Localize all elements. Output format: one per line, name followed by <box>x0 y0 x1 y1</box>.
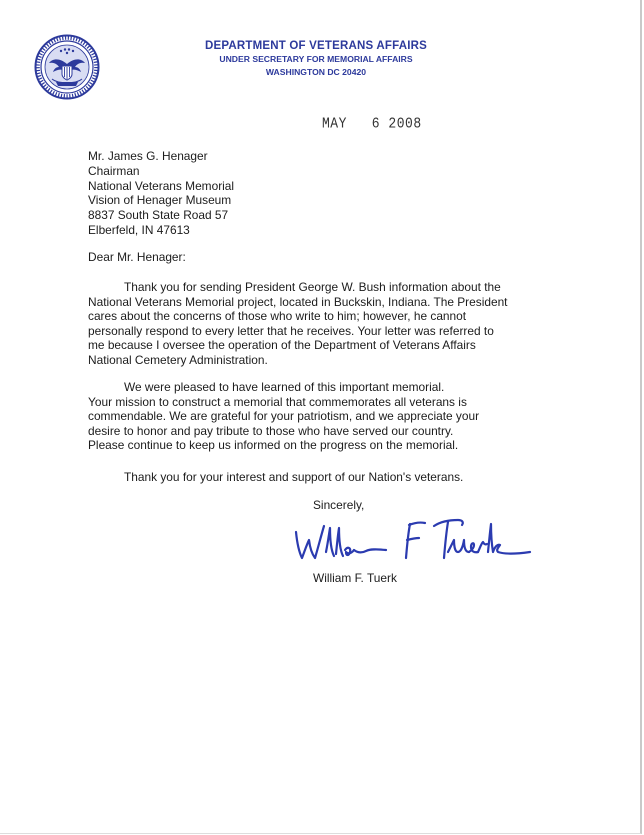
letterhead-department: DEPARTMENT OF VETERANS AFFAIRS <box>205 40 427 52</box>
body-paragraph-3 <box>88 470 558 485</box>
va-seal-icon <box>34 34 100 100</box>
body-line: cares about the concerns of those who write to him; however, he cannot <box>88 309 467 324</box>
signer-name: William F. Tuerk <box>313 571 397 585</box>
recipient-address <box>88 149 234 238</box>
recipient-line: Chairman <box>88 163 140 178</box>
body-paragraph-2 <box>88 380 558 453</box>
body-line: National Veterans Memorial project, located in Buckskin, Indiana. The President <box>88 294 508 309</box>
date-stamp: MAY 6 2008 <box>322 115 422 132</box>
recipient-line: Mr. James G. Henager <box>88 149 208 163</box>
body-line: We were pleased to have learned of this important memorial. <box>124 380 445 394</box>
body-line: Thank you for your interest and support of our Nation's veterans. <box>124 470 464 484</box>
closing: Sincerely, <box>313 498 365 512</box>
body-line: National Cemetery Administration. <box>88 352 268 367</box>
handwritten-signature <box>288 512 536 568</box>
body-line: me because I oversee the operation of the Department of Veterans Affairs <box>88 338 476 353</box>
letterhead-city: WASHINGTON DC 20420 <box>265 67 367 77</box>
body-line: Please continue to keep us informed on the progress on the memorial. <box>88 438 459 453</box>
body-line: desire to honor and pay tribute to those who have served our country. <box>88 423 454 438</box>
body-line: Your mission to construct a memorial that commemorates all veterans is <box>88 394 467 409</box>
letterhead-office: UNDER SECRETARY FOR MEMORIAL AFFAIRS <box>219 54 413 64</box>
letterhead <box>200 40 432 79</box>
recipient-line: Vision of Henager Museum <box>88 193 232 208</box>
salutation: Dear Mr. Henager: <box>88 250 186 264</box>
recipient-line: 8837 South State Road 57 <box>88 208 229 223</box>
recipient-line: National Veterans Memorial <box>88 178 235 193</box>
recipient-line: Elberfeld, IN 47613 <box>88 222 190 237</box>
body-line: commendable. We are grateful for your patriotism, and we appreciate your <box>88 409 480 424</box>
body-line: Thank you for sending President George W. Bush information about the <box>124 280 501 294</box>
body-line: personally respond to every letter that he receives. Your letter was referred to <box>88 323 494 338</box>
body-paragraph-1 <box>88 280 558 368</box>
